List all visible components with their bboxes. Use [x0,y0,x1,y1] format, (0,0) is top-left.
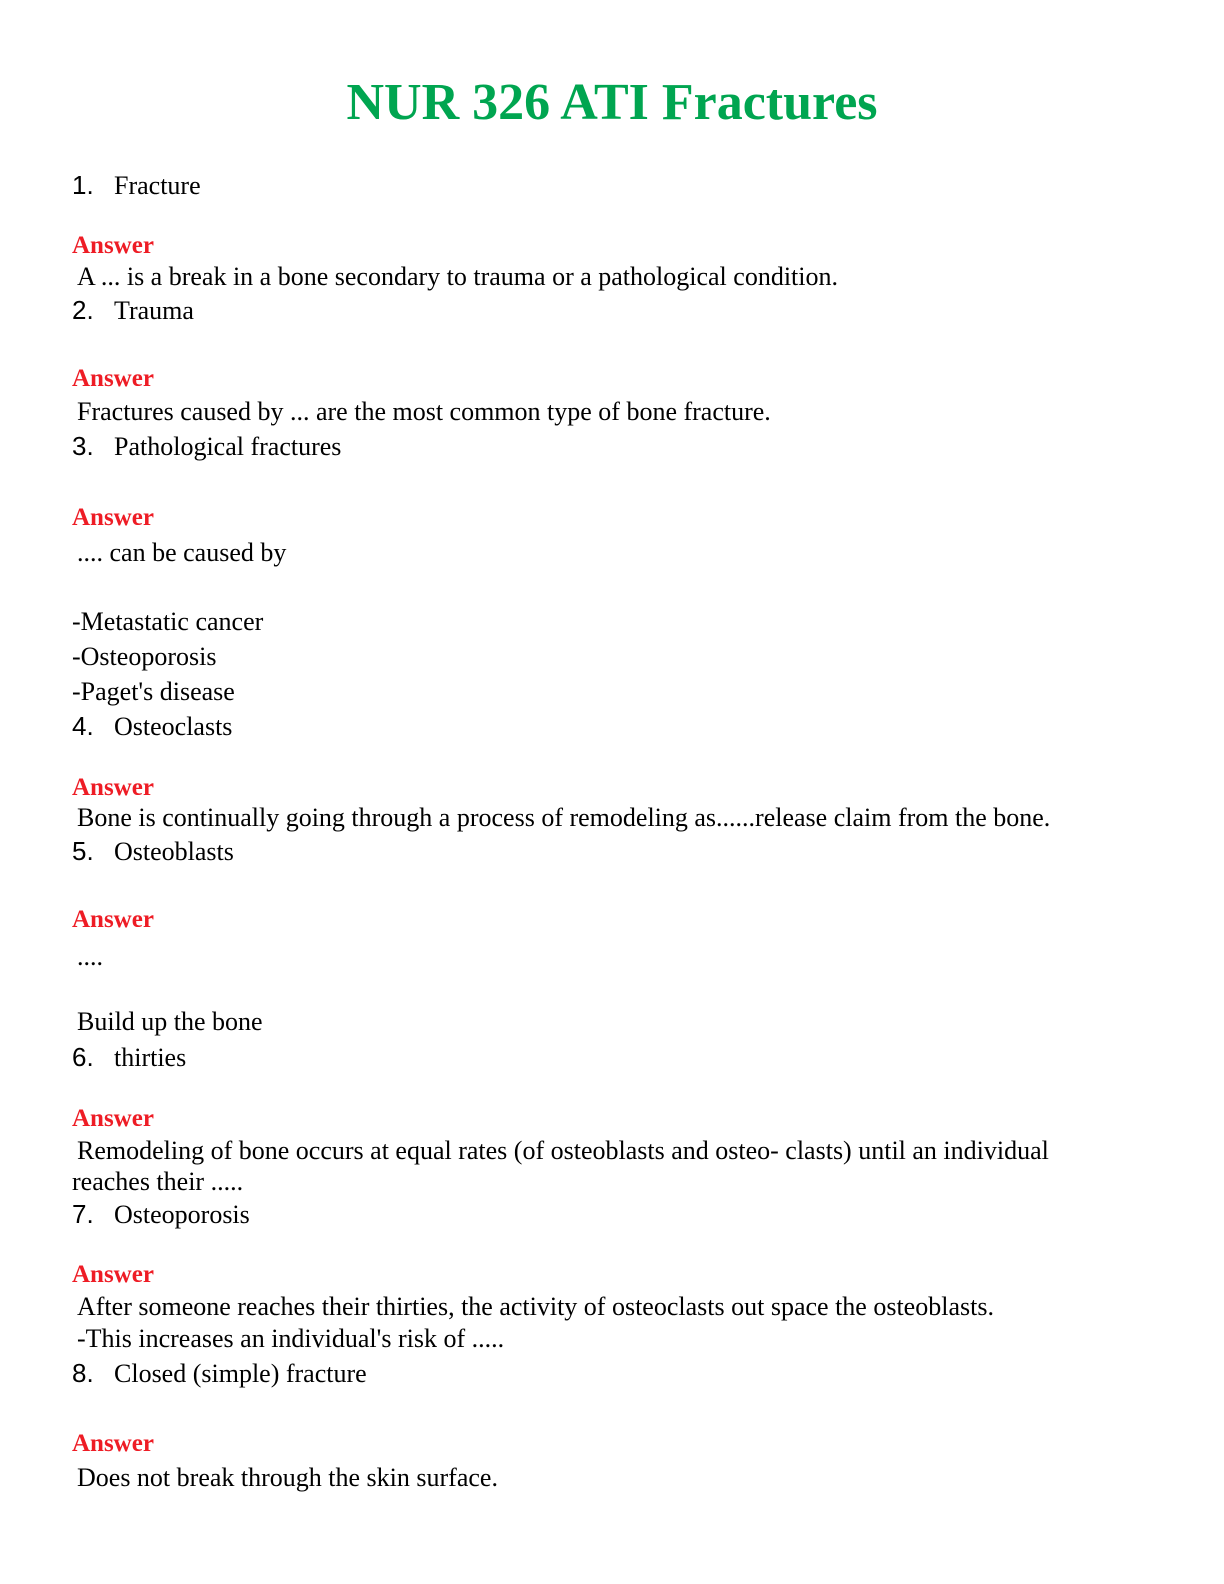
answer-text: A ... is a break in a bone secondary to trauma or a pathological condition. [77,262,838,291]
answer-text: Bone is continually going through a process of remodeling as......release claim from the bone. [77,803,1051,832]
item-number: 8. [72,1358,94,1388]
item-number: 5. [72,836,94,866]
item-term: Closed (simple) fracture [114,1359,367,1388]
answer-label: Answer [72,504,154,531]
answer-text: Fractures caused by ... are the most common type of bone fracture. [77,397,771,426]
answer-list-item: -Metastatic cancer [72,607,264,636]
answer-text: Remodeling of bone occurs at equal rates (of osteoblasts and osteo- clasts) until an individual reaches their ..... [72,1136,1049,1196]
answer-text: Build up the bone [77,1007,263,1036]
item-number: 1. [72,170,94,200]
answer-list-item: -Paget's disease [72,677,235,706]
item-term: thirties [114,1043,187,1072]
item-term: Trauma [114,296,194,325]
answer-text: .... [77,942,103,971]
answer-text: .... can be caused by [77,538,287,567]
item-term: Fracture [114,171,201,200]
answer-label: Answer [72,1261,154,1288]
answer-label: Answer [72,232,154,259]
answer-label: Answer [72,365,154,392]
answer-text: -This increases an individual's risk of ..... [77,1324,505,1353]
item-number: 7. [72,1199,94,1229]
answer-list-item: -Osteoporosis [72,642,217,671]
answer-text: Does not break through the skin surface. [77,1463,498,1492]
answer-label: Answer [72,906,154,933]
item-term: Osteoclasts [114,712,233,741]
item-number: 4. [72,711,94,741]
answer-label: Answer [72,774,154,801]
item-number: 3. [72,431,94,461]
answer-label: Answer [72,1105,154,1132]
item-term: Osteoblasts [114,837,234,866]
item-number: 2. [72,295,94,325]
answer-text: After someone reaches their thirties, the activity of osteoclasts out space the osteoblasts. [77,1292,994,1321]
item-number: 6. [72,1042,94,1072]
item-term: Osteoporosis [114,1200,250,1229]
item-term: Pathological fractures [114,432,342,461]
page-title: NUR 326 ATI Fractures [346,74,878,131]
answer-label: Answer [72,1430,154,1457]
